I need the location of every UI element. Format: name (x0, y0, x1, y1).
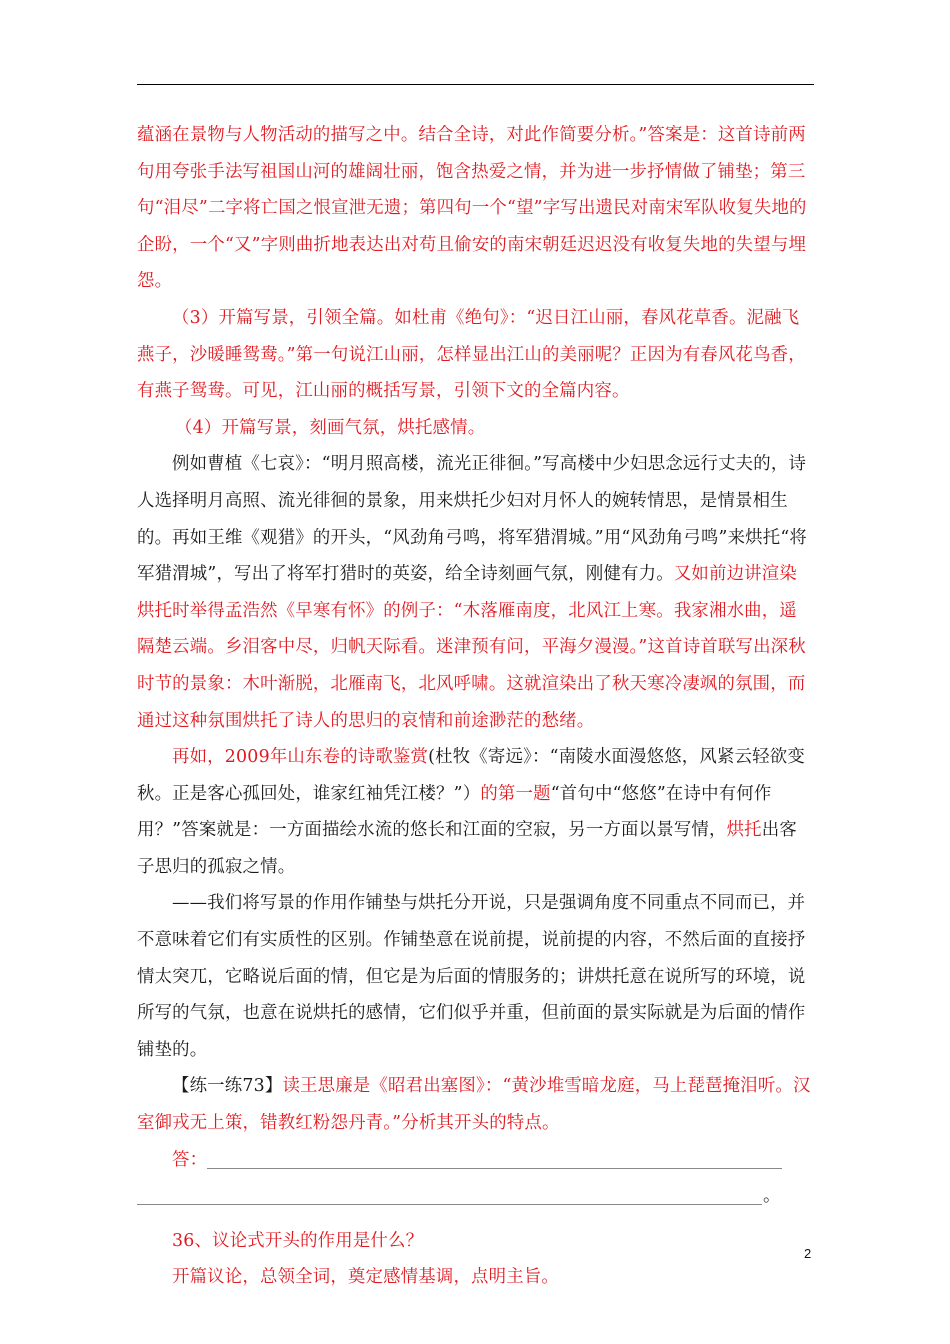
answer-line-continued[interactable] (137, 1204, 762, 1205)
paragraph-summary: ——我们将写景的作用作铺垫与烘托分开说，只是强调角度不同重点不同而已，并不意味着它们有实质性的区别。作铺垫意在说前提，说前提的内容，不然后面的直接抒情太突兀，它略说后面的情，但它是为后面的情服务的；讲烘托意在说所写的环境，说所写的气氛，也意在说烘托的感情，它们似乎并重，但前面的景实际就是为后面的情作铺垫的。 (137, 893, 806, 1060)
shandong-keyword: 烘托 (726, 820, 762, 841)
page-content (137, 117, 814, 1296)
paragraph-point-4-heading: （4）开篇写景，刻画气氛，烘托感情。 (175, 417, 486, 438)
answer-label: 答： (172, 1149, 208, 1170)
shandong-question-ref: 的第一题 (480, 783, 551, 804)
examples-red-text: 又如前边讲渲染烘托时举得孟浩然《早寒有怀》的例子：“木落雁南度，北风江上寒。我家湘水曲，遥隔楚云端。乡泪客中尽，归帆天际看。迷津预有问，平海夕漫漫。”这首诗首联写出深秋时节的景象：木叶渐脱，北雁南飞，北风呼啸。这就渲染出了秋天寒冷凄飒的氛围，而通过这种氛围烘托了诗人的思归的哀情和前途渺茫的愁绪。 (137, 564, 806, 731)
shandong-poem: (杜牧《寄远》：“南陵水面漫悠悠，风紧云轻欲变秋。正是客心孤回处，谁家红袖凭江楼？”） (137, 747, 805, 804)
practice-label: 【练一练73】 (172, 1076, 283, 1097)
shandong-answer: “首句中“悠悠”在诗中有何作用？”答案就是：一方面描绘水流的悠长和江面的空寂，另一方面以景写情， (137, 783, 772, 841)
practice-exercise (137, 1068, 814, 1141)
question-36-title: 36、议论式开头的作用是什么？ (172, 1230, 424, 1251)
examples-black-text: 例如曹植《七哀》：“明月照高楼，流光正徘徊。”写高楼中少妇思念远行丈夫的，诗人选择明月高照、流光徘徊的景象，用来烘托少妇对月怀人的婉转情思，是情景相生的。再如王维《观猎》的开头，“风劲角弓鸣，将军猎渭城。”用“风劲角弓鸣”来烘托“将军猎渭城”，写出了将军打猎时的英姿，给全诗刻画气氛，刚健有力。 (137, 454, 808, 585)
header-rule (137, 84, 814, 85)
answer-row-2 (137, 1178, 814, 1215)
shandong-lead: 再如，2009年山东卷的诗歌鉴赏 (172, 747, 429, 768)
paragraph-analysis-answer: 蕴涵在景物与人物活动的描写之中。结合全诗，对此作简要分析。”答案是：这首诗前两句用夸张手法写祖国山河的雄阔壮丽，饱含热爱之情，并为进一步抒情做了铺垫；第三句“泪尽”二字将亡国之恨宣泄无遗；第四句一个“望”字写出遗民对南宋军队收复失地的企盼，一个“又”字则曲折地表达出对苟且偷安的南宋朝廷迟迟没有收复失地的失望与埋怨。 (137, 125, 807, 292)
answer-line[interactable] (207, 1168, 782, 1169)
paragraph-shandong-example (137, 739, 814, 885)
shandong-answer-end: 出客子思归的孤寂之情。 (137, 820, 797, 877)
answer-row-1 (137, 1142, 814, 1179)
practice-text: 读王思廉是《昭君出塞图》：“黄沙堆雪暗龙庭，马上琵琶掩泪听。汉室御戎无上策，错教红粉怨丹青。”分析其开头的特点。 (137, 1076, 811, 1134)
paragraph-point-3: （3）开篇写景，引领全篇。如杜甫《绝句》：“迟日江山丽，春风花草香。泥融飞燕子，沙暖睡鸳鸯。”第一句说江山丽，怎样显出江山的美丽呢？正因为有春风花鸟香，有燕子鸳鸯。可见，江山丽的概括写景，引领下文的全篇内容。 (137, 307, 806, 402)
answer-end-mark: 。 (763, 1186, 781, 1207)
paragraph-point-4-examples (137, 446, 814, 739)
page-number: 2 (804, 1246, 812, 1261)
question-36-answer: 开篇议论，总领全词，奠定感情基调，点明主旨。 (172, 1267, 559, 1288)
